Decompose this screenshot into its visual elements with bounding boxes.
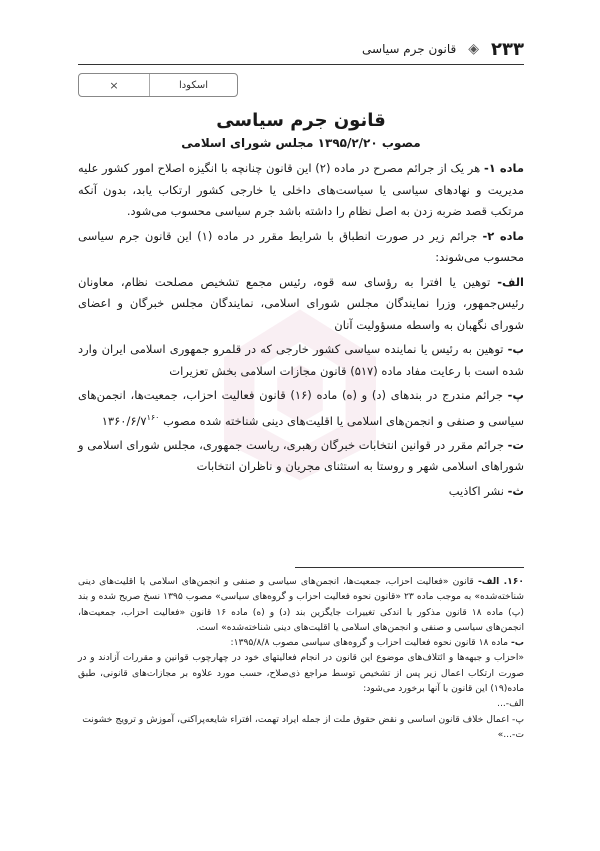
clause-alef bbox=[78, 272, 524, 337]
search-input[interactable] bbox=[150, 74, 237, 96]
article-label: ماده ۱- bbox=[483, 161, 524, 175]
clause-te bbox=[78, 435, 524, 478]
footnote-label: ب- bbox=[510, 637, 524, 649]
clear-icon[interactable]: × bbox=[79, 74, 150, 96]
clause-be bbox=[78, 339, 524, 382]
article-label: ماده ۲- bbox=[482, 228, 524, 243]
clause-se bbox=[78, 481, 524, 503]
footnotes bbox=[78, 574, 524, 742]
clause-text: توهین یا افترا به رؤسای سه قوه، رئیس مجمع تشخیص مصلحت نظام، معاونان رئیس‌جمهور، وزرا نمایندگان مجلس شورای اسلامی، نمایندگان مجلس خبرگان و اعضای شورای نگهبان به واسطه مسؤولیت آنان bbox=[78, 274, 524, 332]
footnote-text: پ- اعمال خلاف قانون اساسی و نقض حقوق ملت از جمله ایراد تهمت، افتراء شایعه‌پراکنی، آموزش و ترویج خشونت bbox=[82, 713, 524, 725]
article-1 bbox=[78, 158, 524, 223]
diamond-ornament-icon: ◈ bbox=[468, 41, 480, 57]
footnote-item bbox=[78, 650, 524, 696]
footnote-text: «احزاب و جبهه‌ها و ائتلاف‌های موضوع این قانون در انجام فعالیتهای خود در چهارچوب قوانین و مقررات آزادند و در صورت ارتکاب اعمال زیر پس از تشخیص توسط مراجع ذی‌صلاح، حسب مورد علاوه بر مجازات‌های قانونی، طبق ماده(۱۹) این قانون با آنها برخورد می‌شود: bbox=[78, 652, 524, 695]
article-text: جرائم زیر در صورت انطباق با شرایط مقرر در ماده (۱) این قانون جرم سیاسی محسوب می‌شوند: bbox=[78, 228, 524, 264]
law-body bbox=[78, 158, 524, 505]
clause-text: جرائم مقرر در قوانین انتخابات خبرگان رهبری، ریاست جمهوری، مجلس شورای اسلامی و شوراهای اسلامی شهر و روستا به استثنای مجریان و ناظران انتخابات bbox=[78, 437, 524, 474]
running-title: قانون جرم سیاسی bbox=[362, 42, 457, 56]
footnote-text: قانون «فعالیت احزاب، جمعیت‌ها، انجمن‌های سیاسی و صنفی و انجمن‌های اسلامی یا اقلیت‌های دینی شناخته‌شده» به موجب ماده ۲۳ «قانون نحوه فعالیت احزاب و گروه‌های سیاسی» مصوب ۱۳۹۵ نسخ صریح شده و بند (پ) ماده ۱۸ قانون مذکور با اندکی تغییرات جایگزین بند (د) و (ه) ماده ۱۶ قانون «فعالیت احزاب، جمعیت‌ها، انجمن‌های سیاسی و صنفی و انجمن‌های اسلامی یا اقلیت‌های دینی شناخته‌شده» است. bbox=[78, 576, 524, 633]
clause-label: پ- bbox=[507, 388, 524, 402]
page-number: ۲۳۳ bbox=[491, 38, 524, 60]
search-box bbox=[78, 73, 238, 97]
header-divider bbox=[78, 64, 524, 65]
clause-label: الف- bbox=[497, 274, 524, 289]
footnote-label: ۱۶۰. الف- bbox=[477, 576, 524, 587]
clause-label: ب- bbox=[507, 342, 524, 356]
law-subtitle: مصوب ۱۳۹۵/۲/۲۰ مجلس شورای اسلامی bbox=[181, 136, 421, 150]
article-text: هر یک از جرائم مصرح در ماده (۲) این قانون چنانچه با انگیزه اصلاح امور کشور علیه مدیریت و نهادهای سیاسی یا سیاست‌های داخلی یا خارجی کشور ارتکاب یابد، بدون آنکه مرتکب قصد ضربه زدن به اصل نظام را داشته باشد جرم سیاسی محسوب می‌شود. bbox=[78, 161, 524, 218]
footnote-item bbox=[78, 696, 524, 711]
footnote-item bbox=[78, 712, 524, 727]
clause-text: نشر اکاذیب bbox=[448, 483, 508, 498]
footnote-reference[interactable]: ۱۶۰ bbox=[146, 412, 160, 422]
footnote-divider bbox=[295, 567, 524, 568]
clause-text: جرائم مندرج در بندهای (د) و (ه) ماده (۱۶) قانون فعالیت احزاب، جمعیت‌ها، انجمن‌های سیاسی و صنفی و انجمن‌های اسلامی یا اقلیت‌های دینی شناخته شده مصوب ۱۳۶۰/۶/۷ bbox=[78, 388, 524, 428]
footnote-text: الف-... bbox=[497, 698, 524, 710]
footnote-item bbox=[78, 727, 524, 742]
footnote-text: ت-...» bbox=[497, 728, 524, 740]
footnote-160 bbox=[78, 574, 524, 635]
law-title: قانون جرم سیاسی bbox=[216, 110, 386, 131]
article-2 bbox=[78, 226, 524, 269]
page-header bbox=[78, 38, 524, 60]
clause-pe bbox=[78, 385, 524, 432]
footnote-item bbox=[78, 635, 524, 650]
clause-label: ث- bbox=[507, 483, 524, 498]
clause-label: ت- bbox=[507, 437, 524, 452]
footnote-text: ماده ۱۸ قانون نحوه فعالیت احزاب و گروه‌های سیاسی مصوب ۱۳۹۵/۸/۸: bbox=[230, 637, 511, 649]
clause-text: توهین به رئیس یا نماینده سیاسی کشور خارجی که در قلمرو جمهوری اسلامی ایران وارد شده است با رعایت مفاد ماده (۵۱۷) قانون مجازات اسلامی بخش تعزیرات bbox=[78, 342, 524, 378]
